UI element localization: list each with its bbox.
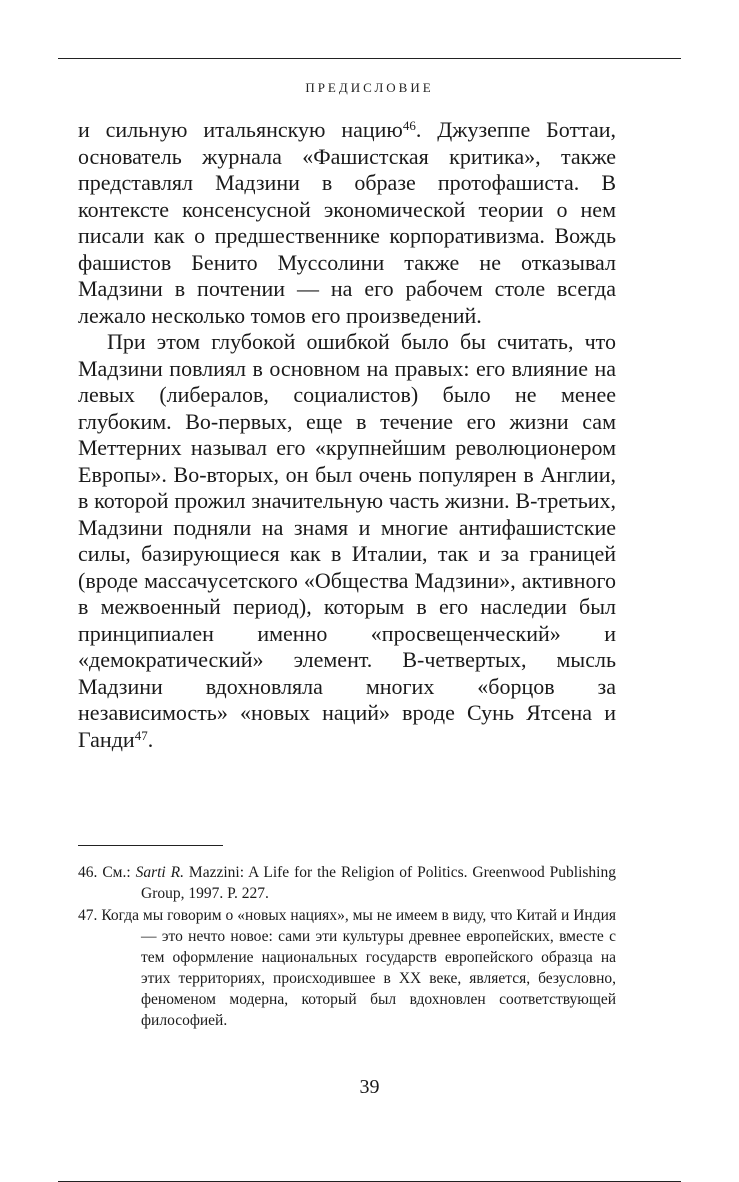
- paragraph-1-tail: . Джузеппе Боттаи, основатель журнала «Фашистская критика», также представлял Мадзини в образе протофашиста. В контексте консенсусной экономической теории о нем писали как о предшественнике корпоративизма. Вождь фашистов Бенито Муссолини также не отказывал Мадзини в почтении — на его рабочем столе всегда лежало несколько томов его произведений.: [78, 117, 616, 328]
- footnote-ref-47[interactable]: 47: [134, 727, 148, 743]
- footnote-47: [78, 905, 616, 1031]
- footnote-text: Mazzini: A Life for the Religion of Politics. Greenwood Publishing Group, 1997. P. 227.: [141, 864, 616, 902]
- paragraph-2: [78, 329, 616, 753]
- footnotes: [78, 862, 616, 1032]
- running-head: ПРЕДИСЛОВИЕ: [305, 80, 434, 95]
- footnote-separator: [78, 845, 223, 846]
- footnote-number: 47.: [78, 907, 98, 924]
- footnote-number: 46.: [78, 864, 98, 881]
- top-rule: [58, 58, 681, 59]
- paragraph-1-text: и сильную итальянскую нацию: [78, 117, 403, 142]
- footnote-author: Sarti R.: [135, 864, 184, 881]
- footnote-46: [78, 862, 616, 904]
- main-text: [78, 117, 616, 753]
- footnote-prefix: См.:: [102, 864, 136, 881]
- paragraph-2-tail: .: [147, 726, 154, 752]
- paragraph-2-text: При этом глубокой ошибкой было бы считать, что Мадзини повлиял в основном на правых: его влияние на левых (либералов, социалистов) было не менее глубоким. Во-первых, еще в течение его жизни сам Меттерних называл его «крупнейшим революционером Европы». Во-вторых, он был очень популярен в Англии, в которой прожил значительную часть жизни. В-третьих, Мадзини подняли на знамя и многие антифашистские силы, базирующиеся как в Италии, так и за границей (вроде массачусетского «Общества Мадзини», активного в межвоенный период), которым в его наследии был принципиален именно «просвещенческий» и «демократический» элемент. В-четвертых, мысль Мадзини вдохновляла многих «борцов за независимость» «новых наций» вроде Сунь Ятсена и Ганди: [78, 329, 616, 752]
- paragraph-1: [78, 117, 616, 329]
- page-number: 39: [359, 1076, 380, 1098]
- footnote-text: Когда мы говорим о «новых нациях», мы не имеем в виду, что Китай и Индия — это нечто новое: сами эти культуры древнее европейских, вместе с тем оформление национальных государств европейского образца на этих территориях, происходившее в XX веке, является, безусловно, феноменом модерна, который был вдохновлен соответствующей философией.: [101, 907, 616, 1029]
- footnote-ref-46[interactable]: 46: [402, 118, 416, 133]
